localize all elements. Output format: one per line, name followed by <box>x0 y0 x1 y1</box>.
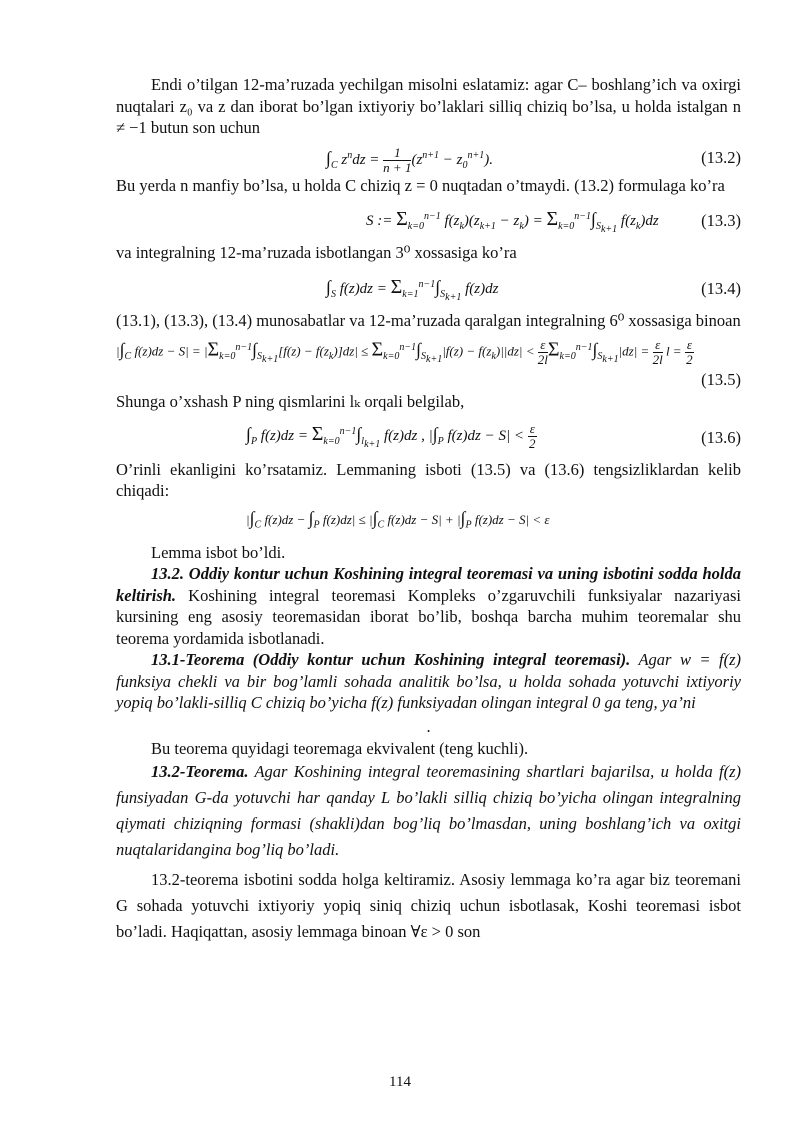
lemma-end: Lemma isbot bo’ldi. <box>151 542 286 562</box>
paragraph-1: Endi o’tilgan 12-ma’ruzada yechilgan misolni eslatamiz: agar C– boshlang’ich va oxirgi nuqtalari z₀ va z dan iborat bo’lgan ixtiyoriy bo’laklari silliq chiziq bo’lsa, u holda istalgan n ≠ −1 butun son uchun <box>116 75 741 137</box>
paragraph-3: va integralning 12-ma’ruzada isbotlangan 3⁰ xossasiga ko’ra <box>116 243 517 262</box>
equation-number: (13.3) <box>701 211 741 230</box>
equation-13-5 <box>116 331 741 387</box>
equation-number: (13.5) <box>701 370 741 389</box>
theorem-1-title: 13.1-Teorema (Oddiy kontur uchun Koshining integral teoremasi). <box>151 650 631 669</box>
page-body <box>116 74 741 945</box>
equation-number: (13.4) <box>701 278 741 298</box>
theorem-2-text: Agar Koshining integral teoremasining shartlari bajarilsa, u holda f(z) funsiyadan G-da yotuvchi har qanday L bo’lakli silliq chiziq bo’yicha olingan integralning qiymati chiziqning formasi (shakli)dan bog’liq bo’lmasdan, uning boshlang’ich va oxitgi nuqtalaridangina bog’liq bo’ladi. <box>116 762 742 859</box>
equation-13-2 <box>116 139 741 175</box>
section-text: Koshining integral teoremasi Kompleks o’zgaruvchili funksiyalar nazariyasi kursining eng asosiy teoremasidan iborat bo’lib, boshqa barcha muhim teoremalar shu teorema yordamida isbotlanadi. <box>116 585 741 648</box>
formula-13-2: $\int_C$ $z^ndz$ = $\frac{1}{n + 1}$ $(z^{n+1} - z_0^{n+1})$. <box>326 144 494 175</box>
paragraph-5: Shunga o’xshash P ning qismlarini lₖ orqali belgilab, <box>116 392 465 411</box>
last-paragraph: 13.2-teorema isbotini sodda holga keltiramiz. Asosiy lemmaga ko’ra agar biz teoremani G sohada yotuvchi ixtiyoriy yopiq siniq chiziq uchun isbotlasak, Koshi teoremasi isbot bo’ladi. Haqiqattan, asosiy lemmaga binoan ∀ε > 0 son <box>116 870 741 941</box>
section-paragraph <box>116 563 741 649</box>
formula-lemma: $|\int_C$ $f(z)dz - \int_P$ $f(z)dz| \le |\int_C$ $f(z)dz - S| + |\int_P$ f(z)dz − S| < ε <box>246 507 550 531</box>
equation-13-4 <box>116 264 741 310</box>
equation-number: (13.6) <box>701 427 741 447</box>
formula-13-6: $\int_P$ $f(z)dz = \Sigma_{k=0}^{n-1}\int_{l_{k+1}}$ f(z)dz , $|\int_P$ f(z)dz − S| < $\frac{\varepsilon}{2}$ <box>246 420 536 451</box>
formula-13-5: $|\int_C$ $f(z)dz - S| = |\Sigma_{k=0}^{n-1}\int_{S_{k+1}}[f(z) - f(z_k)]dz| \le \Sigma_{k=0}^{n-1}\int_{S_{k+1}}|f(z) - f(z_k)||dz|$ < $\frac{\varepsilon}{2l}$ $\Sigma_{k=0}^{n-1}\int_{S_{k+1}}|dz|$ = $\frac{\varepsilon}{2l}$ l = $\frac{\varepsilon}{2}$ <box>116 336 693 367</box>
formula-13-3: S := $\Sigma_{k=0}^{n-1}$ $f(z_k)(z_{k+1} - z_k) = \Sigma_{k=0}^{n-1}\int_{S_{k+1}}$ $f(z_k)dz$ <box>366 208 659 235</box>
equation-lemma <box>116 502 741 538</box>
formula-13-4: $\int_S$ $f(z)dz = \Sigma_{k=1}^{n-1}\int_{S_{k+1}}$ f(z)dz <box>326 275 499 303</box>
theorem-2-title: 13.2-Teorema. <box>151 762 249 781</box>
paragraph-4: (13.1), (13.3), (13.4) munosabatlar va 12-ma’ruzada qaralgan integralning 6⁰ xossasiga binoan <box>116 310 741 330</box>
equation-number: (13.2) <box>701 147 741 167</box>
paragraph-2: Bu yerda n manfiy bo’lsa, u holda C chiziq z = 0 nuqtadan o’tmaydi. (13.2) formulaga ko’ra <box>116 175 725 195</box>
paragraph-6: O’rinli ekanligini ko’rsatamiz. Lemmaning isboti (13.5) va (13.6) tengsizliklardan kelib chiqadi: <box>116 459 741 500</box>
equivalence-note: Bu teorema quyidagi teoremaga ekvivalent (teng kuchli). <box>151 738 529 758</box>
empty-formula-line: . <box>426 716 431 736</box>
page-number: 114 <box>389 1074 411 1090</box>
section-title: 13.2. Oddiy kontur uchun Koshining integral teoremasi va uning isbotini sodda holda keltirish. <box>116 564 741 605</box>
theorem-1-text: Agar w = f(z) funksiya chekli va bir bog’lamli sohada analitik bo’lsa, u holda sohada yotuvchi ixtiyoriy yopiq bo’lakli-silliq C chiziq bo’yicha f(z) funksiyadan olingan integral 0 ga teng, ya’ni <box>116 650 742 712</box>
theorem-1 <box>116 649 741 714</box>
equation-13-6 <box>116 413 741 459</box>
equation-13-3 <box>116 196 741 242</box>
theorem-2 <box>116 759 741 863</box>
